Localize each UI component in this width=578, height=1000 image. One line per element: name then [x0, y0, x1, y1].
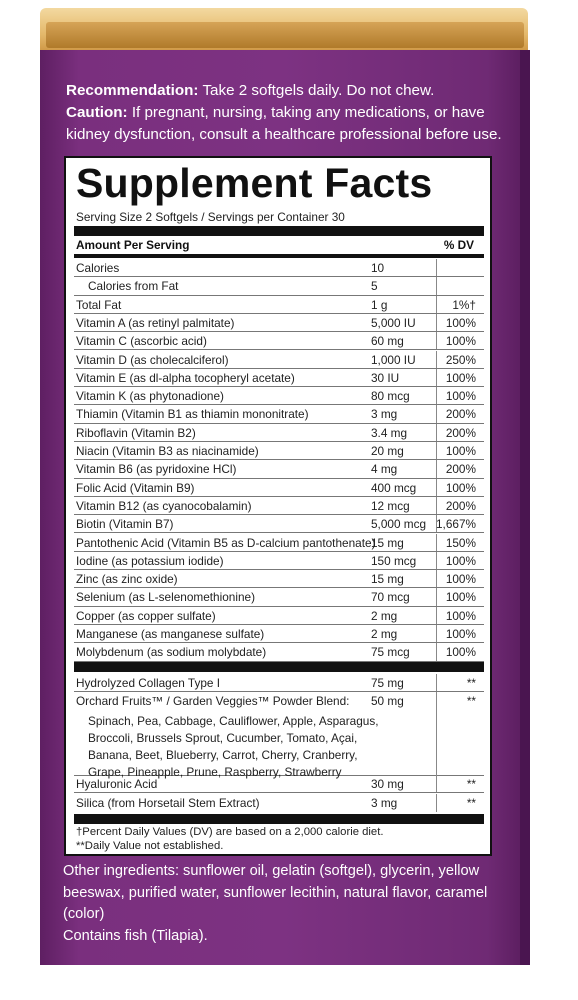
facts-title: Supplement Facts [76, 160, 433, 206]
nutrient-dv: 200% [445, 407, 476, 422]
nutrient-dv: 100% [445, 627, 476, 641]
footnote-dv: †Percent Daily Values (DV) are based on a 2,000 calorie diet. [76, 826, 384, 838]
column-divider [436, 643, 437, 660]
nutrient-dv: 1,667% [435, 517, 476, 532]
nutrient-amount: 150 mcg [371, 553, 417, 568]
column-divider [436, 570, 437, 587]
nutrient-dv: 150% [445, 535, 476, 550]
nutrient-row [74, 534, 484, 552]
blend-name: Orchard Fruits™ / Garden Veggies™ Powder Blend: [76, 694, 350, 708]
nutrient-amount: 10 [371, 261, 385, 275]
serving-info: Serving Size 2 Softgels / Servings per Container 30 [76, 210, 345, 224]
nutrient-dv: 100% [445, 334, 476, 349]
nutrient-name: Molybdenum (as sodium molybdate) [76, 645, 267, 660]
nutrient-name: Selenium (as L-selenomethionine) [76, 590, 256, 605]
nutrient-row [74, 497, 484, 515]
nutrient-row-hyaluronic [74, 775, 484, 793]
column-divider [436, 405, 437, 422]
divider-medium [74, 254, 484, 258]
nutrient-row [74, 625, 484, 643]
column-divider [436, 296, 437, 313]
nutrient-row [74, 515, 484, 533]
divider-thick [74, 662, 484, 672]
nutrient-dv: 100% [445, 389, 476, 404]
nutrient-dv: 100% [445, 315, 476, 330]
nutrient-row [74, 296, 484, 314]
column-divider [436, 259, 437, 276]
nutrient-amount: 20 mg [371, 444, 404, 458]
column-divider [436, 424, 437, 441]
nutrient-name: Folic Acid (Vitamin B9) [76, 480, 195, 495]
nutrient-name: Hydrolyzed Collagen Type I [76, 676, 221, 690]
nutrient-name: Silica (from Horsetail Stem Extract) [76, 796, 260, 810]
footnote-not-established: **Daily Value not established. [76, 840, 224, 852]
nutrient-name: Vitamin A (as retinyl palmitate) [76, 315, 235, 330]
nutrient-amount: 75 mcg [371, 645, 410, 660]
nutrient-name: Riboflavin (Vitamin B2) [76, 425, 196, 440]
caution-text: If pregnant, nursing, taking any medications, or have kidney dysfunction, consult a healthcare professional before use. [66, 104, 502, 143]
nutrient-dv: 100% [445, 608, 476, 623]
nutrient-row [74, 442, 484, 460]
nutrient-row [74, 570, 484, 588]
nutrient-amount: 5,000 IU [371, 315, 416, 330]
nutrient-name: Vitamin C (ascorbic acid) [76, 334, 207, 349]
nutrient-row [74, 479, 484, 497]
nutrient-dv: 100% [445, 480, 476, 495]
nutrient-dv: 100% [445, 444, 476, 458]
column-divider [436, 674, 437, 691]
nutrient-dv: 200% [445, 425, 476, 440]
nutrient-dv: 100% [445, 572, 476, 587]
blend-ingredients [88, 713, 379, 781]
other-ingredients [63, 861, 513, 947]
column-divider [436, 607, 437, 624]
nutrient-dv: 100% [445, 553, 476, 568]
nutrient-amount: 5 [371, 279, 378, 294]
nutrient-row [74, 460, 484, 478]
column-divider [436, 534, 437, 551]
nutrient-amount: 30 mg [371, 777, 404, 791]
column-divider [436, 332, 437, 349]
blend-line: Banana, Beet, Blueberry, Carrot, Cherry, Cranberry, [88, 748, 358, 762]
nutrient-row [74, 405, 484, 423]
nutrient-name: Zinc (as zinc oxide) [76, 572, 178, 587]
column-divider [436, 387, 437, 404]
column-divider [436, 479, 437, 496]
nutrient-dv: ** [466, 796, 476, 810]
nutrient-row [74, 259, 484, 277]
nutrient-dv: ** [466, 676, 476, 690]
nutrient-name: Hyaluronic Acid [76, 777, 158, 791]
nutrient-name: Vitamin D (as cholecalciferol) [76, 352, 229, 367]
nutrient-amount: 30 IU [371, 370, 400, 385]
allergen-statement: Contains fish (Tilapia). [63, 927, 208, 944]
nutrient-row [74, 607, 484, 625]
nutrient-amount: 1,000 IU [371, 352, 416, 367]
nutrient-name: Copper (as copper sulfate) [76, 608, 216, 623]
nutrient-amount: 80 mcg [371, 389, 410, 404]
caution-label: Caution: [66, 104, 128, 121]
box-top-flap [46, 22, 524, 48]
blend-dv: ** [466, 694, 476, 708]
column-divider [436, 277, 437, 294]
nutrient-dv: 100% [445, 590, 476, 605]
nutrient-row [74, 552, 484, 570]
column-divider [436, 351, 437, 368]
nutrient-name: Niacin (Vitamin B3 as niacinamide) [76, 444, 259, 458]
nutrient-name: Biotin (Vitamin B7) [76, 517, 174, 532]
nutrient-row [74, 588, 484, 606]
nutrient-dv: ** [466, 777, 476, 791]
nutrient-amount: 15 mg [371, 535, 404, 550]
column-divider [436, 794, 437, 812]
nutrient-name: Calories from Fat [88, 279, 179, 294]
nutrient-amount: 400 mcg [371, 480, 417, 495]
nutrient-dv: 200% [445, 498, 476, 513]
nutrient-amount: 2 mg [371, 627, 398, 641]
blend-line: Spinach, Pea, Cabbage, Cauliflower, Apple, Asparagus, [88, 714, 379, 728]
nutrient-name: Vitamin E (as dl-alpha tocopheryl acetate) [76, 370, 295, 385]
column-divider [436, 588, 437, 605]
nutrient-amount: 75 mg [371, 676, 404, 690]
supplement-facts-panel [64, 156, 492, 856]
nutrient-name: Pantothenic Acid (Vitamin B5 as D-calcium pantothenate) [76, 535, 376, 550]
nutrient-row [74, 351, 484, 369]
nutrient-name: Vitamin K (as phytonadione) [76, 389, 224, 404]
nutrient-amount: 15 mg [371, 572, 404, 587]
other-ingredients-text: Other ingredients: sunflower oil, gelatin (softgel), glycerin, yellow beeswax, purified water, sunflower lecithin, natural flavor, caramel (color) [63, 863, 488, 922]
nutrient-amount: 3 mg [371, 796, 398, 810]
nutrient-name: Vitamin B6 (as pyridoxine HCl) [76, 462, 237, 477]
directions-text [66, 80, 516, 146]
nutrient-amount: 3 mg [371, 407, 398, 422]
nutrient-dv: 250% [445, 352, 476, 367]
recommendation-text: Take 2 softgels daily. Do not chew. [202, 82, 435, 99]
nutrient-name: Calories [76, 261, 120, 275]
nutrient-dv: 200% [445, 462, 476, 477]
column-divider [436, 314, 437, 331]
nutrient-amount: 12 mcg [371, 498, 410, 513]
nutrient-name: Manganese (as manganese sulfate) [76, 627, 265, 641]
divider-thick [74, 226, 484, 236]
nutrient-row-collagen [74, 674, 484, 692]
nutrient-amount: 4 mg [371, 462, 398, 477]
column-divider [436, 775, 437, 792]
recommendation-label: Recommendation: [66, 82, 199, 99]
box-side-edge [520, 50, 530, 965]
amount-per-serving-header: Amount Per Serving [76, 238, 190, 252]
nutrient-row [74, 424, 484, 442]
column-divider [436, 625, 437, 642]
nutrient-amount: 1 g [371, 297, 388, 312]
nutrient-row-silica [74, 794, 484, 812]
blend-amount: 50 mg [371, 694, 404, 708]
dv-header: % DV [443, 238, 474, 252]
nutrient-amount: 2 mg [371, 608, 398, 623]
amount-header-row [76, 238, 482, 252]
nutrient-row [74, 314, 484, 332]
nutrient-dv: 1%† [452, 297, 476, 312]
nutrient-name: Vitamin B12 (as cyanocobalamin) [76, 498, 252, 513]
column-divider [436, 460, 437, 477]
nutrient-row [74, 387, 484, 405]
column-divider [436, 369, 437, 386]
nutrient-amount: 70 mcg [371, 590, 410, 605]
nutrient-row [74, 643, 484, 661]
blend-line: Broccoli, Brussels Sprout, Cucumber, Tomato, Açai, [88, 731, 358, 745]
caution-line [66, 102, 516, 146]
nutrient-dv: 100% [445, 645, 476, 660]
nutrient-amount: 3.4 mg [371, 425, 408, 440]
recommendation-line [66, 80, 516, 102]
nutrient-row [74, 277, 484, 295]
column-divider [436, 442, 437, 459]
column-divider [436, 692, 437, 775]
nutrient-amount: 5,000 mcg [371, 517, 427, 532]
nutrient-row [74, 332, 484, 350]
nutrient-row [74, 369, 484, 387]
nutrient-name: Total Fat [76, 297, 122, 312]
nutrient-amount: 60 mg [371, 334, 404, 349]
column-divider [436, 497, 437, 514]
nutrient-name: Thiamin (Vitamin B1 as thiamin mononitrate) [76, 407, 309, 422]
column-divider [436, 552, 437, 569]
powder-blend-row [74, 692, 484, 779]
blend-line: Grape, Pineapple, Prune, Raspberry, Strawberry [88, 765, 342, 779]
divider-thick [74, 814, 484, 824]
nutrient-dv: 100% [445, 370, 476, 385]
nutrient-name: Iodine (as potassium iodide) [76, 553, 224, 568]
